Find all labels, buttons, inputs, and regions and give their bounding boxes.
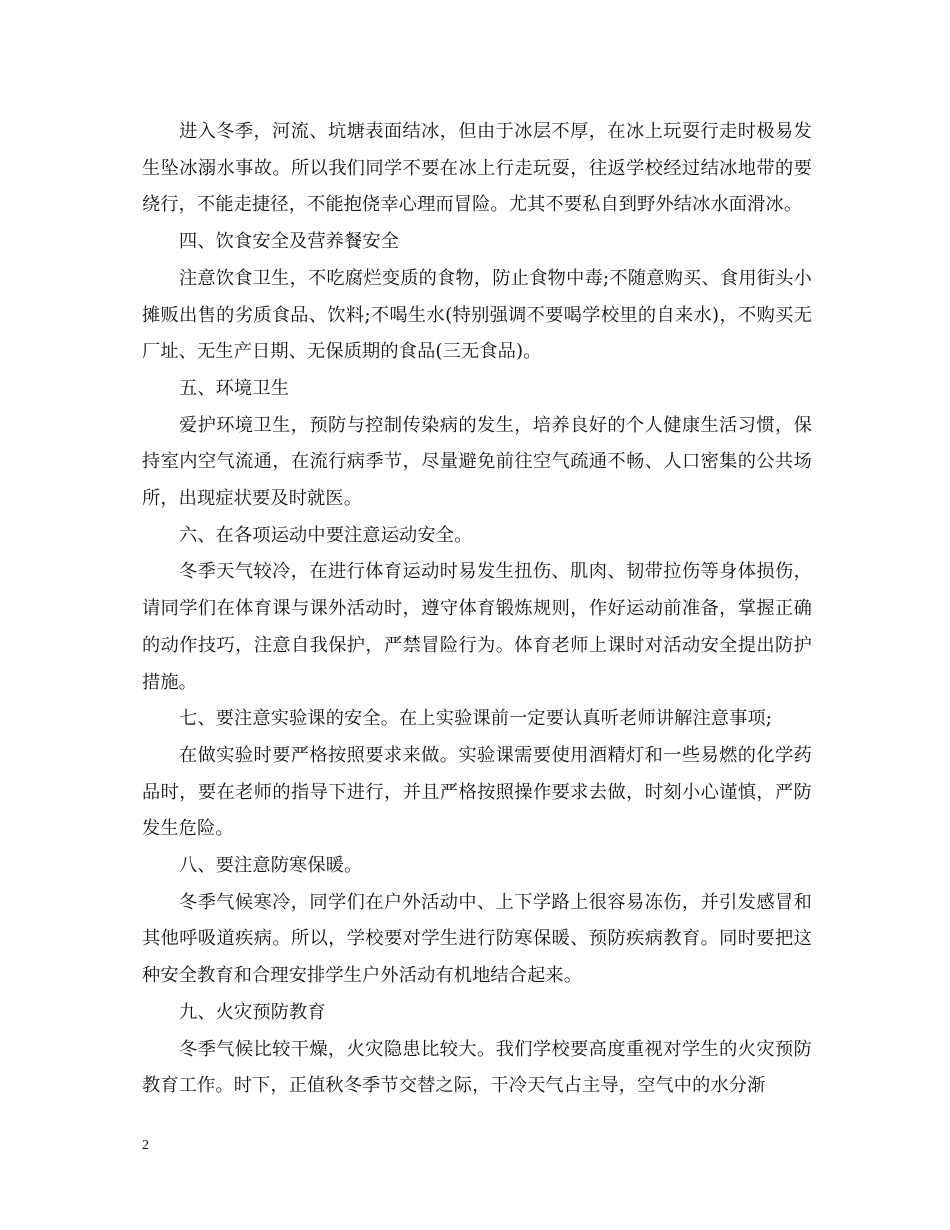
section-heading-food-safety: 四、饮食安全及营养餐安全	[179, 231, 400, 253]
section-heading-cold-protection: 八、要注意防寒保暖。	[179, 855, 363, 877]
page-number: 2	[142, 1138, 149, 1153]
paragraph-cold-protection: 冬季气候寒冷，同学们在户外活动中、上下学路上很容易冻伤，并引发感冒和其他呼吸道疾病。所以，学校要对学生进行防寒保暖、预防疾病教育。同时要把这种安全教育和合理安排学生户外活动有机地结合起来。	[142, 891, 812, 987]
paragraph-sports-safety: 冬季天气较冷，在进行体育运动时易发生扭伤、肌肉、韧带拉伤等身体损伤，请同学们在体育课与课外活动时，遵守体育锻炼规则，作好运动前准备，掌握正确的动作技巧，注意自我保护，严禁冒险行为。体育老师上课时对活动安全提出防护措施。	[142, 561, 812, 693]
paragraph-fire-prevention: 冬季气候比较干燥，火灾隐患比较大。我们学校要高度重视对学生的火灾预防教育工作。时下，正值秋冬季节交替之际，干冷天气占主导，空气中的水分渐	[142, 1038, 812, 1097]
paragraph-food-safety: 注意饮食卫生，不吃腐烂变质的食物，防止食物中毒;不随意购买、食用街头小摊贩出售的劣质食品、饮料;不喝生水(特别强调不要喝学校里的自来水)，不购买无厂址、无生产日期、无保质期的食品(三无食品)。	[142, 267, 812, 363]
section-heading-environment: 五、环境卫生	[179, 377, 290, 399]
section-heading-lab-safety: 七、要注意实验课的安全。在上实验课前一定要认真听老师讲解注意事项;	[179, 708, 773, 730]
section-heading-fire-prevention: 九、火灾预防教育	[179, 1001, 326, 1023]
paragraph-environment: 爱护环境卫生，预防与控制传染病的发生，培养良好的个人健康生活习惯，保持室内空气流通，在流行病季节，尽量避免前往空气疏通不畅、人口密集的公共场所，出现症状要及时就医。	[142, 414, 812, 510]
paragraph-ice-safety: 进入冬季，河流、坑塘表面结冰，但由于冰层不厚，在冰上玩耍行走时极易发生坠冰溺水事故。所以我们同学不要在冰上行走玩耍，往返学校经过结冰地带的要绕行，不能走捷径，不能抱侥幸心理而冒险。尤其不要私自到野外结冰水面滑冰。	[142, 121, 812, 216]
document-body	[142, 114, 812, 1105]
paragraph-lab-safety: 在做实验时要严格按照要求来做。实验课需要使用酒精灯和一些易燃的化学药品时，要在老师的指导下进行，并且严格按照操作要求去做，时刻小心谨慎，严防发生危险。	[142, 744, 812, 840]
section-heading-sports-safety: 六、在各项运动中要注意运动安全。	[179, 524, 473, 546]
